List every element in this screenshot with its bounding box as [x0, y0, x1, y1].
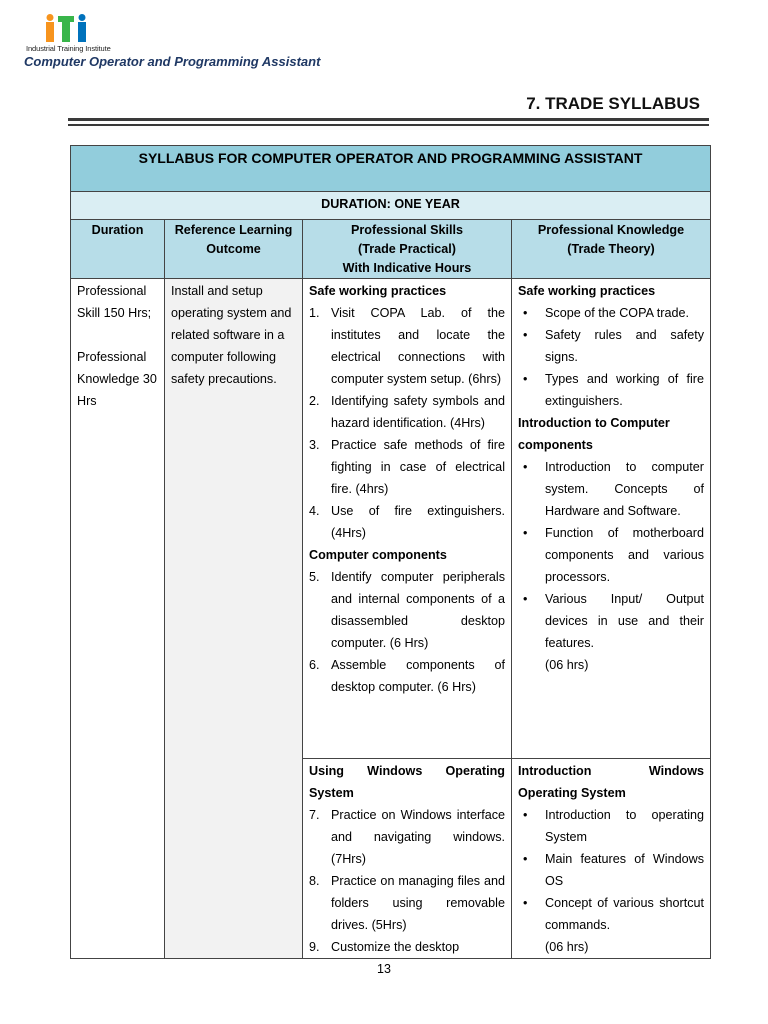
knowledge-cell-windows	[512, 759, 711, 959]
col-header-duration	[71, 220, 165, 279]
list-text: Practice on Windows interface and navigating windows. (7Hrs)	[331, 808, 505, 866]
knowledge-hours: Professional Knowledge 30 Hrs	[77, 350, 157, 408]
duration-banner-row	[71, 192, 711, 220]
list-text: Practice on managing files and folders using removable drives. (5Hrs)	[331, 874, 505, 932]
knowledge-list-windows	[518, 804, 704, 936]
page-number: 13	[377, 962, 391, 976]
knowledge-cell	[512, 279, 711, 759]
list-item	[309, 870, 505, 936]
table-title-row	[71, 146, 711, 192]
table-title: SYLLABUS FOR COMPUTER OPERATOR AND PROGRAMMING ASSISTANT	[71, 146, 711, 192]
list-text: Identify computer peripherals and internal components of a disassembled desktop computer. (6 Hrs)	[331, 570, 505, 650]
list-item	[309, 390, 505, 434]
list-item: • Safety rules and safety signs.	[518, 324, 704, 368]
list-number: 4.	[309, 504, 320, 518]
col-header-skills-l1: Professional Skills	[351, 223, 463, 237]
list-number: 3.	[309, 438, 320, 452]
list-text: Assemble components of desktop computer. (6 Hrs)	[331, 658, 505, 694]
logo-subtitle: Industrial Training Institute	[26, 44, 111, 53]
list-item	[309, 654, 505, 698]
list-text: Customize the desktop	[331, 940, 460, 954]
knowledge-hours-1: (06 hrs)	[545, 658, 589, 672]
duration-cell	[71, 279, 165, 959]
list-number: 1.	[309, 306, 320, 320]
list-item	[309, 434, 505, 500]
col-header-duration-text: Duration	[91, 223, 144, 237]
col-header-skills-l3: With Indicative Hours	[342, 261, 472, 275]
reference-outcome-text: Install and setup operating system and related software in a computer following safety precautions.	[171, 284, 292, 386]
list-item	[309, 936, 505, 958]
list-item: • Scope of the COPA trade.	[518, 302, 704, 324]
list-number: 2.	[309, 394, 320, 408]
skills-list-components	[309, 566, 505, 698]
list-number: 8.	[309, 874, 320, 888]
list-text: Practice safe methods of fire fighting in case of electrical fire. (4hrs)	[331, 438, 505, 496]
skill-hours: Professional Skill 150 Hrs;	[77, 284, 152, 320]
col-header-skills-l2: (Trade Practical)	[358, 242, 456, 256]
col-header-reference-l2: Outcome	[206, 242, 261, 256]
col-header-skills	[303, 220, 512, 279]
knowledge-hours-2: (06 hrs)	[545, 940, 589, 954]
skills-heading-safety: Safe working practices	[309, 284, 447, 298]
list-item: • Function of motherboard components and various processors.	[518, 522, 704, 588]
list-item	[309, 566, 505, 654]
knowledge-heading-windows: Introduction Windows Operating System	[518, 764, 704, 800]
list-item: • Introduction to computer system. Concepts of Hardware and Software.	[518, 456, 704, 522]
section-title: 7. TRADE SYLLABUS	[526, 94, 700, 113]
list-item	[309, 302, 505, 390]
skills-list-windows	[309, 804, 505, 958]
iti-logo	[45, 14, 97, 44]
header-rule	[68, 118, 709, 121]
skills-heading-components: Computer components	[309, 548, 447, 562]
list-text: Identifying safety symbols and hazard identification. (4Hrs)	[331, 394, 505, 430]
col-header-knowledge	[512, 220, 711, 279]
col-header-knowledge-l2: (Trade Theory)	[567, 242, 655, 256]
header-rule-thin	[68, 124, 709, 126]
column-header-row	[71, 220, 711, 279]
knowledge-heading-safety: Safe working practices	[518, 284, 656, 298]
list-number: 5.	[309, 570, 320, 584]
skills-cell	[303, 279, 512, 759]
list-item: • Main features of Windows OS	[518, 848, 704, 892]
list-item: • Concept of various shortcut commands.	[518, 892, 704, 936]
col-header-reference	[165, 220, 303, 279]
list-number: 9.	[309, 940, 320, 954]
list-item: • Types and working of fire extinguishers.	[518, 368, 704, 412]
syllabus-table	[70, 145, 711, 959]
list-item	[309, 804, 505, 870]
knowledge-list-safety	[518, 302, 704, 412]
col-header-reference-l1: Reference Learning	[174, 223, 293, 237]
list-text: Use of fire extinguishers. (4Hrs)	[331, 504, 505, 540]
list-item	[309, 500, 505, 544]
list-item: • Various Input/ Output devices in use and their features.	[518, 588, 704, 654]
knowledge-list-components	[518, 456, 704, 654]
duration-banner: DURATION: ONE YEAR	[71, 192, 711, 220]
skills-list-safety	[309, 302, 505, 544]
col-header-knowledge-l1: Professional Knowledge	[537, 223, 685, 237]
reference-outcome-cell	[165, 279, 303, 959]
list-number: 6.	[309, 658, 320, 672]
document-title: Computer Operator and Programming Assistant	[24, 54, 321, 69]
skills-heading-windows: Using Windows Operating System	[309, 764, 505, 800]
table-row	[71, 279, 711, 759]
knowledge-heading-components: Introduction to Computer components	[518, 416, 670, 452]
skills-cell-windows	[303, 759, 512, 959]
list-item: • Introduction to operating System	[518, 804, 704, 848]
list-number: 7.	[309, 808, 320, 822]
list-text: Visit COPA Lab. of the institutes and locate the electrical connections with computer system setup. (6hrs)	[331, 306, 505, 386]
